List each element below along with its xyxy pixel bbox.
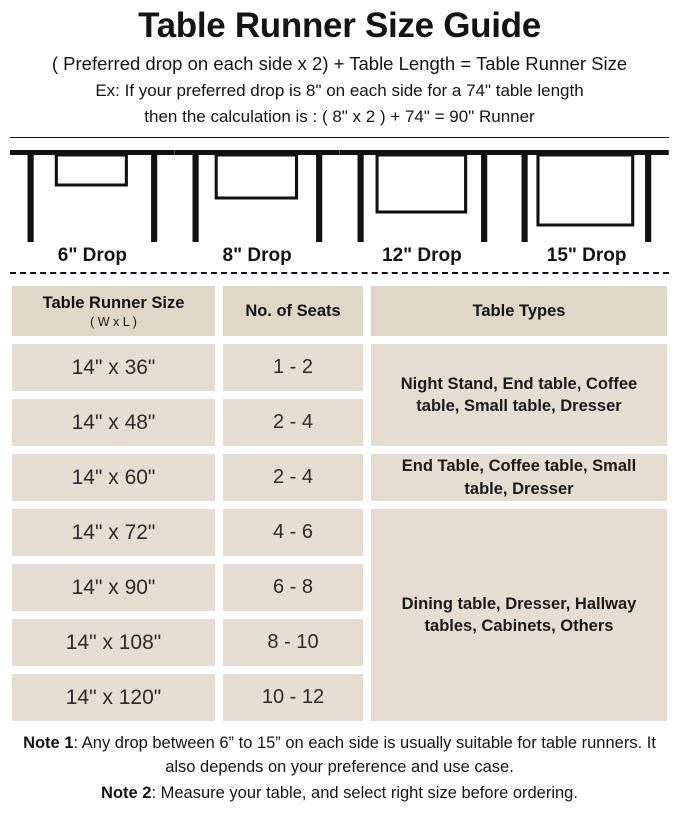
table-svg-12 [340,138,505,242]
table-row: 14" x 36" [12,344,215,391]
header-runner-size-sub: ( W x L ) [90,314,137,329]
table-row: 6 - 8 [223,564,363,611]
example-line-2: then the calculation is : ( 8" x 2 ) + 74" = 90" Runner [144,107,535,127]
column-seats [223,286,363,721]
drop-diagram-15 [504,138,669,272]
size-table [8,286,671,721]
column-runner-size [12,286,215,721]
table-row: 14" x 60" [12,454,215,501]
table-svg-8 [175,138,340,242]
table-drawing-6 [10,138,175,242]
table-drawing-12 [340,138,505,242]
table-drawing-15 [504,138,669,242]
drop-label-8: 8" Drop [222,245,292,267]
note-2 [16,782,663,806]
table-row: 14" x 90" [12,564,215,611]
note-2-text: : Measure your table, and select right size before ordering. [151,783,578,802]
header-table-types [371,286,667,336]
table-row: 2 - 4 [223,454,363,501]
table-row: End Table, Coffee table, Small table, Dresser [371,454,667,501]
note-1-text: : Any drop between 6” to 15” on each side is usually suitable for table runners. It also depends on your preference and use case. [73,734,656,776]
drop-diagram-12 [340,138,505,272]
drop-label-12: 12" Drop [382,245,462,267]
drop-diagrams [8,138,671,272]
table-svg-6 [10,138,175,242]
table-row: 4 - 6 [223,509,363,556]
note-1 [16,732,663,780]
drop-diagram-6 [10,138,175,272]
header-seats [223,286,363,336]
table-row: Dining table, Dresser, Hallway tables, Cabinets, Others [371,509,667,721]
table-row: 8 - 10 [223,619,363,666]
table-row: 1 - 2 [223,344,363,391]
page-title: Table Runner Size Guide [138,6,541,45]
formula-line: ( Preferred drop on each side x 2) + Table Length = Table Runner Size [51,52,628,74]
table-drawing-8 [175,138,340,242]
table-svg-15 [504,138,669,242]
header-seats-label: No. of Seats [245,301,341,320]
table-row: Night Stand, End table, Coffee table, Small table, Dresser [371,344,667,446]
drop-label-6: 6" Drop [57,245,127,267]
table-row: 10 - 12 [223,674,363,721]
drop-label-15: 15" Drop [546,245,627,267]
header-runner-size [12,286,215,336]
note-1-label: Note 1 [23,734,74,753]
divider-dashed [10,272,669,274]
note-2-label: Note 2 [101,783,152,802]
header-runner-size-label: Table Runner Size [42,293,185,312]
table-row: 2 - 4 [223,399,363,446]
table-row: 14" x 108" [12,619,215,666]
notes [8,732,671,808]
example-line-1: Ex: If your preferred drop is 8" on each side for a 74" table length [95,81,584,101]
table-row: 14" x 120" [12,674,215,721]
column-table-types [371,286,667,721]
table-row: 14" x 48" [12,399,215,446]
header-table-types-label: Table Types [472,301,566,320]
drop-diagram-8 [175,138,340,272]
table-row: 14" x 72" [12,509,215,556]
